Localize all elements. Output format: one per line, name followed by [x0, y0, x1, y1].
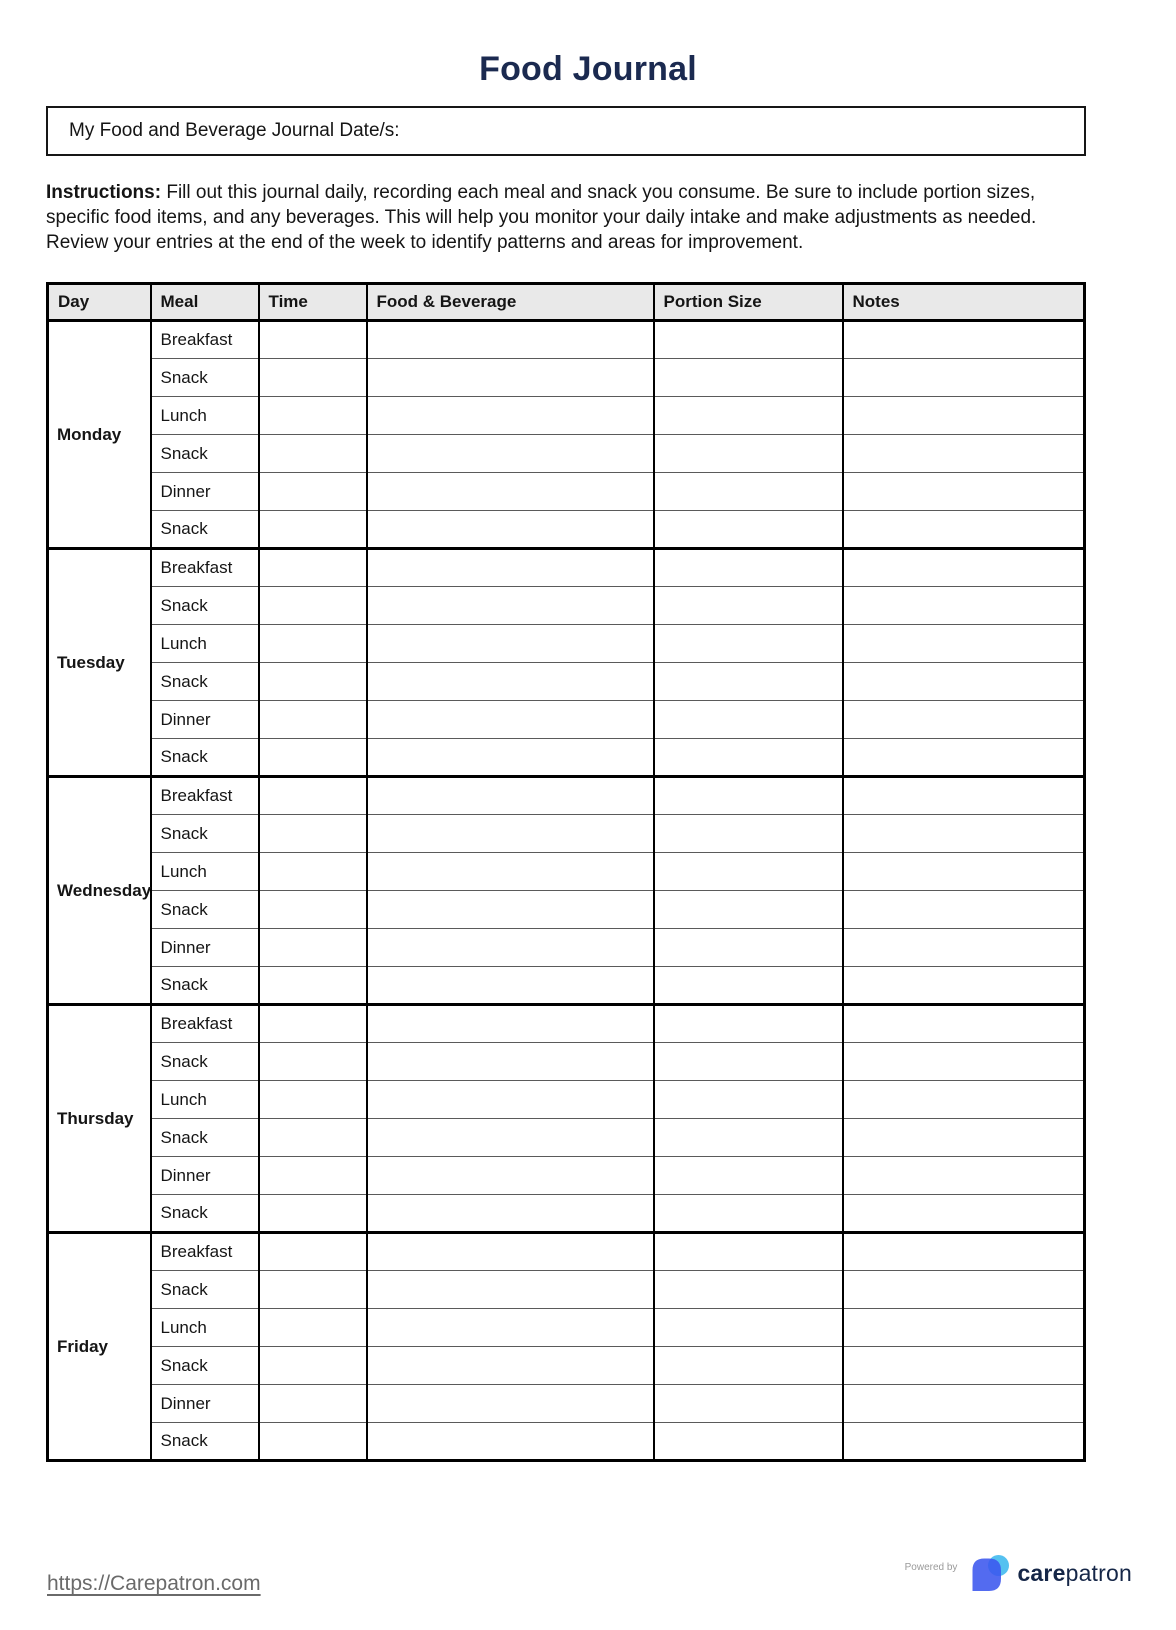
time-cell	[259, 777, 367, 815]
table-row	[48, 739, 1085, 777]
food-beverage-cell	[367, 625, 654, 663]
portion-size-cell	[654, 1233, 843, 1271]
table-row	[48, 1423, 1085, 1461]
column-header-food-beverage: Food & Beverage	[367, 284, 654, 321]
branding	[905, 1550, 1132, 1596]
date-field-label: My Food and Beverage Journal Date/s:	[69, 120, 400, 141]
time-cell	[259, 1385, 367, 1423]
table-row	[48, 815, 1085, 853]
notes-cell	[843, 1233, 1085, 1271]
notes-cell	[843, 1423, 1085, 1461]
notes-cell	[843, 853, 1085, 891]
time-cell	[259, 663, 367, 701]
meal-cell: Dinner	[151, 473, 259, 511]
food-beverage-cell	[367, 1119, 654, 1157]
portion-size-cell	[654, 891, 843, 929]
notes-cell	[843, 1005, 1085, 1043]
food-beverage-cell	[367, 321, 654, 359]
portion-size-cell	[654, 359, 843, 397]
food-beverage-cell	[367, 435, 654, 473]
table-row	[48, 359, 1085, 397]
meal-cell: Snack	[151, 435, 259, 473]
time-cell	[259, 1195, 367, 1233]
portion-size-cell	[654, 435, 843, 473]
meal-cell: Snack	[151, 511, 259, 549]
time-cell	[259, 929, 367, 967]
portion-size-cell	[654, 587, 843, 625]
notes-cell	[843, 1119, 1085, 1157]
table-row	[48, 1233, 1085, 1271]
column-header-meal: Meal	[151, 284, 259, 321]
notes-cell	[843, 1385, 1085, 1423]
meal-cell: Snack	[151, 739, 259, 777]
food-beverage-cell	[367, 1195, 654, 1233]
food-beverage-cell	[367, 891, 654, 929]
portion-size-cell	[654, 549, 843, 587]
table-header-row	[48, 284, 1085, 321]
portion-size-cell	[654, 1119, 843, 1157]
meal-cell: Lunch	[151, 397, 259, 435]
meal-cell: Snack	[151, 1347, 259, 1385]
notes-cell	[843, 587, 1085, 625]
food-beverage-cell	[367, 359, 654, 397]
portion-size-cell	[654, 1271, 843, 1309]
table-row	[48, 1043, 1085, 1081]
table-row	[48, 397, 1085, 435]
notes-cell	[843, 625, 1085, 663]
column-header-notes: Notes	[843, 284, 1085, 321]
time-cell	[259, 1347, 367, 1385]
notes-cell	[843, 777, 1085, 815]
notes-cell	[843, 891, 1085, 929]
time-cell	[259, 1309, 367, 1347]
notes-cell	[843, 967, 1085, 1005]
notes-cell	[843, 473, 1085, 511]
time-cell	[259, 587, 367, 625]
instructions-text: Fill out this journal daily, recording each meal and snack you consume. Be sure to include portion sizes, specific food items, and any beverages. This will help you monitor your daily intake and make adjustments as needed. Review your entries at the end of the week to identify patterns and areas for improvement.	[46, 182, 1037, 253]
time-cell	[259, 967, 367, 1005]
table-row	[48, 967, 1085, 1005]
portion-size-cell	[654, 1309, 843, 1347]
portion-size-cell	[654, 1043, 843, 1081]
notes-cell	[843, 549, 1085, 587]
portion-size-cell	[654, 967, 843, 1005]
meal-cell: Lunch	[151, 625, 259, 663]
notes-cell	[843, 929, 1085, 967]
meal-cell: Dinner	[151, 701, 259, 739]
notes-cell	[843, 1271, 1085, 1309]
time-cell	[259, 701, 367, 739]
food-beverage-cell	[367, 701, 654, 739]
food-beverage-cell	[367, 853, 654, 891]
portion-size-cell	[654, 1195, 843, 1233]
time-cell	[259, 435, 367, 473]
column-header-portion-size: Portion Size	[654, 284, 843, 321]
meal-cell: Snack	[151, 587, 259, 625]
brand-regular: patron	[1065, 1559, 1132, 1586]
brand-wordmark	[1017, 1560, 1132, 1587]
food-beverage-cell	[367, 663, 654, 701]
portion-size-cell	[654, 473, 843, 511]
portion-size-cell	[654, 739, 843, 777]
food-beverage-cell	[367, 549, 654, 587]
table-row	[48, 663, 1085, 701]
time-cell	[259, 511, 367, 549]
notes-cell	[843, 1195, 1085, 1233]
meal-cell: Snack	[151, 1195, 259, 1233]
meal-cell: Snack	[151, 1119, 259, 1157]
food-beverage-cell	[367, 397, 654, 435]
notes-cell	[843, 321, 1085, 359]
food-beverage-cell	[367, 511, 654, 549]
food-beverage-cell	[367, 473, 654, 511]
food-beverage-cell	[367, 1005, 654, 1043]
food-beverage-cell	[367, 777, 654, 815]
meal-cell: Breakfast	[151, 549, 259, 587]
table-row	[48, 1119, 1085, 1157]
table-row	[48, 853, 1085, 891]
meal-cell: Lunch	[151, 1081, 259, 1119]
table-row	[48, 701, 1085, 739]
brand-bold: care	[1017, 1559, 1066, 1586]
notes-cell	[843, 739, 1085, 777]
food-beverage-cell	[367, 967, 654, 1005]
meal-cell: Dinner	[151, 929, 259, 967]
food-beverage-cell	[367, 1043, 654, 1081]
time-cell	[259, 473, 367, 511]
food-beverage-cell	[367, 815, 654, 853]
portion-size-cell	[654, 397, 843, 435]
portion-size-cell	[654, 701, 843, 739]
portion-size-cell	[654, 929, 843, 967]
portion-size-cell	[654, 815, 843, 853]
time-cell	[259, 1157, 367, 1195]
meal-cell: Breakfast	[151, 1233, 259, 1271]
food-beverage-cell	[367, 587, 654, 625]
meal-cell: Snack	[151, 1271, 259, 1309]
table-row	[48, 321, 1085, 359]
meal-cell: Breakfast	[151, 321, 259, 359]
food-beverage-cell	[367, 1233, 654, 1271]
food-journal-table	[46, 282, 1086, 1462]
portion-size-cell	[654, 1423, 843, 1461]
table-row	[48, 473, 1085, 511]
portion-size-cell	[654, 663, 843, 701]
table-row	[48, 777, 1085, 815]
meal-cell: Breakfast	[151, 1005, 259, 1043]
notes-cell	[843, 663, 1085, 701]
table-row	[48, 625, 1085, 663]
table-row	[48, 929, 1085, 967]
portion-size-cell	[654, 511, 843, 549]
portion-size-cell	[654, 625, 843, 663]
time-cell	[259, 549, 367, 587]
page-title: Food Journal	[479, 50, 697, 88]
time-cell	[259, 397, 367, 435]
content-area	[46, 106, 1086, 1462]
portion-size-cell	[654, 853, 843, 891]
notes-cell	[843, 359, 1085, 397]
table-row	[48, 1309, 1085, 1347]
portion-size-cell	[654, 1005, 843, 1043]
meal-cell: Dinner	[151, 1385, 259, 1423]
notes-cell	[843, 511, 1085, 549]
date-field	[46, 106, 1086, 156]
meal-cell: Snack	[151, 815, 259, 853]
food-beverage-cell	[367, 1385, 654, 1423]
meal-cell: Snack	[151, 359, 259, 397]
portion-size-cell	[654, 321, 843, 359]
meal-cell: Dinner	[151, 1157, 259, 1195]
powered-by-label: Powered by	[904, 1561, 958, 1573]
time-cell	[259, 1423, 367, 1461]
table-row	[48, 1271, 1085, 1309]
time-cell	[259, 625, 367, 663]
table-row	[48, 587, 1085, 625]
table-row	[48, 891, 1085, 929]
meal-cell: Lunch	[151, 1309, 259, 1347]
time-cell	[259, 1233, 367, 1271]
meal-cell: Snack	[151, 891, 259, 929]
notes-cell	[843, 1347, 1085, 1385]
notes-cell	[843, 701, 1085, 739]
table-row	[48, 1347, 1085, 1385]
table-row	[48, 1005, 1085, 1043]
day-cell: Friday	[48, 1233, 151, 1461]
meal-cell: Snack	[151, 663, 259, 701]
food-beverage-cell	[367, 1347, 654, 1385]
carepatron-logo-icon	[971, 1552, 1011, 1594]
portion-size-cell	[654, 777, 843, 815]
notes-cell	[843, 435, 1085, 473]
time-cell	[259, 815, 367, 853]
portion-size-cell	[654, 1347, 843, 1385]
table-row	[48, 1195, 1085, 1233]
food-beverage-cell	[367, 1271, 654, 1309]
table-row	[48, 435, 1085, 473]
meal-cell: Breakfast	[151, 777, 259, 815]
time-cell	[259, 1043, 367, 1081]
notes-cell	[843, 397, 1085, 435]
food-beverage-cell	[367, 1157, 654, 1195]
table-row	[48, 1157, 1085, 1195]
portion-size-cell	[654, 1157, 843, 1195]
table-row	[48, 549, 1085, 587]
meal-cell: Snack	[151, 1423, 259, 1461]
food-beverage-cell	[367, 1309, 654, 1347]
food-beverage-cell	[367, 929, 654, 967]
notes-cell	[843, 1309, 1085, 1347]
notes-cell	[843, 815, 1085, 853]
time-cell	[259, 1081, 367, 1119]
table-row	[48, 511, 1085, 549]
carepatron-link[interactable]: https://Carepatron.com	[47, 1572, 261, 1595]
meal-cell: Snack	[151, 1043, 259, 1081]
column-header-time: Time	[259, 284, 367, 321]
table-row	[48, 1081, 1085, 1119]
time-cell	[259, 359, 367, 397]
time-cell	[259, 739, 367, 777]
time-cell	[259, 891, 367, 929]
day-cell: Wednesday	[48, 777, 151, 1005]
time-cell	[259, 1119, 367, 1157]
instructions-label: Instructions:	[46, 182, 162, 203]
portion-size-cell	[654, 1081, 843, 1119]
notes-cell	[843, 1081, 1085, 1119]
meal-cell: Lunch	[151, 853, 259, 891]
day-cell: Tuesday	[48, 549, 151, 777]
time-cell	[259, 853, 367, 891]
day-cell: Thursday	[48, 1005, 151, 1233]
time-cell	[259, 1005, 367, 1043]
food-beverage-cell	[367, 1081, 654, 1119]
portion-size-cell	[654, 1385, 843, 1423]
notes-cell	[843, 1043, 1085, 1081]
day-cell: Monday	[48, 321, 151, 549]
table-row	[48, 1385, 1085, 1423]
meal-cell: Snack	[151, 967, 259, 1005]
instructions	[46, 180, 1086, 255]
food-beverage-cell	[367, 1423, 654, 1461]
time-cell	[259, 1271, 367, 1309]
food-beverage-cell	[367, 739, 654, 777]
column-header-day: Day	[48, 284, 151, 321]
notes-cell	[843, 1157, 1085, 1195]
table-body	[48, 321, 1085, 1461]
time-cell	[259, 321, 367, 359]
